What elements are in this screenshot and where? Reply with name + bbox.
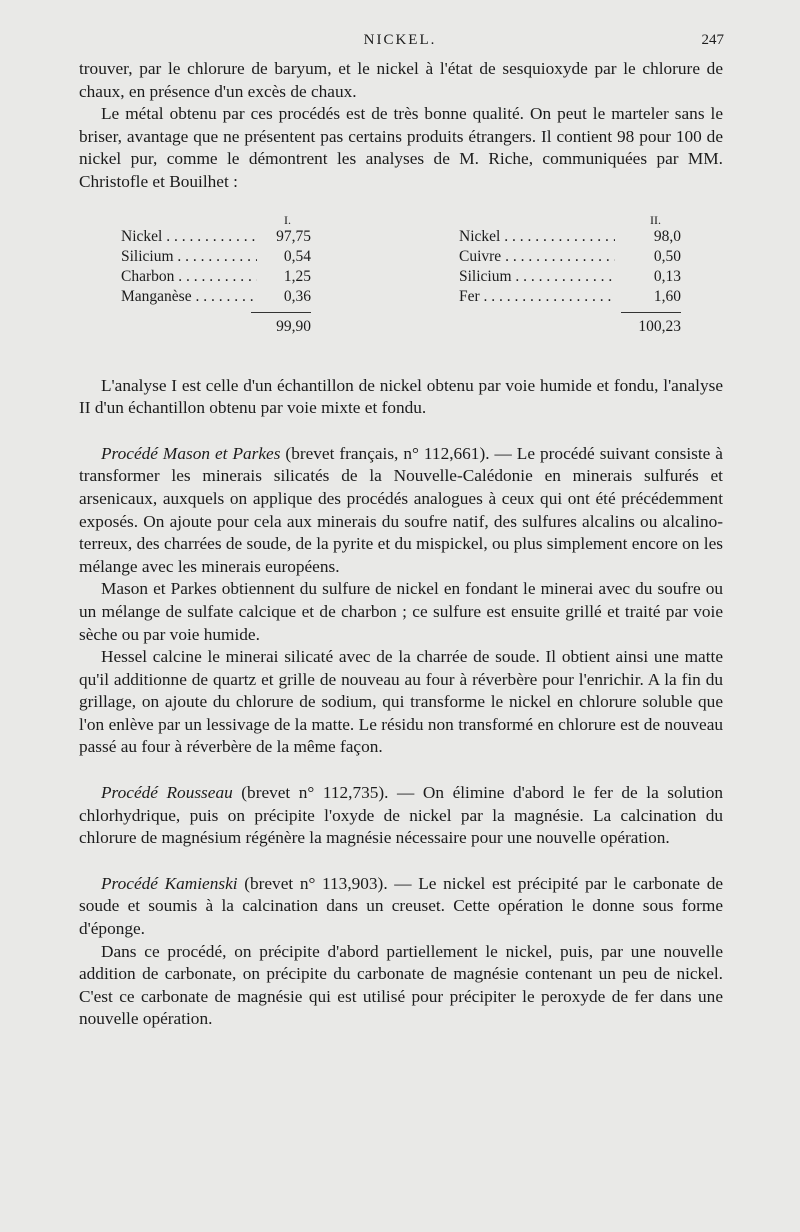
element-name: Charbon . . . xyxy=(121,267,257,287)
analysis-row xyxy=(459,247,681,267)
paragraph-analysis-note: L'analyse I est celle d'un échantillon de nickel obtenu par voie humide et fondu, l'analyse II d'un échantillon obtenu par voie mixte et fondu. xyxy=(79,375,723,418)
process-name: Procédé Rousseau xyxy=(101,783,233,803)
element-name: Cuivre . . . xyxy=(459,247,615,267)
element-value: 0,36 xyxy=(283,287,311,305)
element-value: 0,54 xyxy=(283,247,311,265)
analysis-row xyxy=(121,267,311,287)
running-title: NICKEL. xyxy=(363,32,437,48)
analysis-row xyxy=(459,287,681,307)
analysis-heading: II. xyxy=(650,212,661,227)
analysis-total: 100,23 xyxy=(638,317,681,335)
process-text: (brevet n° 113,903). — Le nickel est précipité par le carbonate de soude et soumis à la calcination dans un creuset. Cette opération le donne sous forme d'éponge. xyxy=(79,873,723,939)
analysis-column-1 xyxy=(121,213,311,337)
analysis-row xyxy=(121,287,311,307)
paragraph-mason-parkes xyxy=(79,443,723,579)
analysis-heading: I. xyxy=(284,212,291,227)
element-value: 1,60 xyxy=(653,287,681,305)
analysis-table xyxy=(79,213,723,363)
element-name: Manganèse . . . xyxy=(121,287,257,307)
analysis-column-2 xyxy=(459,213,681,337)
page-number: 247 xyxy=(701,32,724,48)
paragraph-sulfide: Mason et Parkes obtiennent du sulfure de nickel en fondant le minerai avec du soufre ou un mélange de sulfate calcique et de charbon ; ce sulfure est ensuite grillé et traité par voie sèche ou par voie humide. xyxy=(79,579,723,644)
paragraph-continuation: trouver, par le chlorure de baryum, et le nickel à l'état de sesquioxyde par le chlorure de chaux, en présence d'un excès de chaux. xyxy=(79,59,723,101)
analysis-row xyxy=(459,267,681,287)
paragraph-process-detail: Dans ce procédé, on précipite d'abord partiellement le nickel, puis, par une nouvelle addition de carbonate, on précipite du carbonate de magnésie contenant un peu de nickel. C'est ce carbonate de magnésie qui est utilisé pour précipiter le peroxyde de fer dans une nouvelle opération. xyxy=(79,941,723,1029)
process-text: (brevet français, n° 112,661). — Le procédé suivant consiste à transformer les minerais silicatés de la Nouvelle-Calédonie en minerais sulfurés et arsenicaux, auxquels on applique des procédés analogues à ceux qui ont été précédemment exposés. On ajoute pour cela aux minerais du soufre natif, des sulfures alcalins ou alcalino-terreux, des charrées de soude, de la pyrite et du mispickel, ou plus simplement encore on les mélange avec les minerais européens. xyxy=(79,443,723,576)
sum-rule xyxy=(621,312,681,313)
paragraph-rousseau xyxy=(79,782,723,850)
element-value: 97,75 xyxy=(276,227,311,245)
analysis-row xyxy=(459,227,681,247)
paragraph-metal-quality: Le métal obtenu par ces procédés est de très bonne qualité. On peut le marteler sans le briser, avantage que ne présentent pas certains produits étrangers. Il contient 98 pour 100 de nickel pur, comme le démontrent les analyses de M. Riche, communiquées par MM. Christofle et Bouilhet : xyxy=(79,104,723,191)
paragraph-hessel: Hessel calcine le minerai silicaté avec de la charrée de soude. Il obtient ainsi une matte qu'il additionne de quartz et grille de nouveau au four à réverbère pour l'enrichir. A la fin du grillage, on ajoute du chlorure de sodium, qui transforme le nickel en chlorure soluble que l'on enlève par un lessivage de la matte. Le résidu non transformé en chlorure est de nouveau passé au four à réverbère de la même façon. xyxy=(79,647,723,757)
sum-rule xyxy=(251,312,311,313)
body-text xyxy=(79,58,723,1031)
running-head xyxy=(0,32,800,56)
element-name: Fer . . . xyxy=(459,287,615,307)
element-name: Nickel . . . xyxy=(121,227,257,247)
element-value: 1,25 xyxy=(283,267,311,285)
element-value: 0,50 xyxy=(653,247,681,265)
process-name: Procédé Kamienski xyxy=(101,873,238,893)
analysis-row xyxy=(121,227,311,247)
element-name: Silicium . . . xyxy=(459,267,615,287)
paragraph-kamienski xyxy=(79,873,723,941)
analysis-row xyxy=(121,247,311,267)
element-name: Silicium . . . xyxy=(121,247,257,267)
element-name: Nickel . . . xyxy=(459,227,615,247)
element-value: 0,13 xyxy=(653,267,681,285)
process-text: (brevet n° 112,735). — On élimine d'abord le fer de la solution chlorhydrique, puis on précipite l'oxyde de nickel par la magnésie. La calcination du chlorure de magnésium régénère la magnésie nécessaire pour une nouvelle opération. xyxy=(79,783,723,848)
process-name: Procédé Mason et Parkes xyxy=(101,443,281,463)
element-value: 98,0 xyxy=(653,227,681,245)
analysis-total: 99,90 xyxy=(276,317,311,335)
